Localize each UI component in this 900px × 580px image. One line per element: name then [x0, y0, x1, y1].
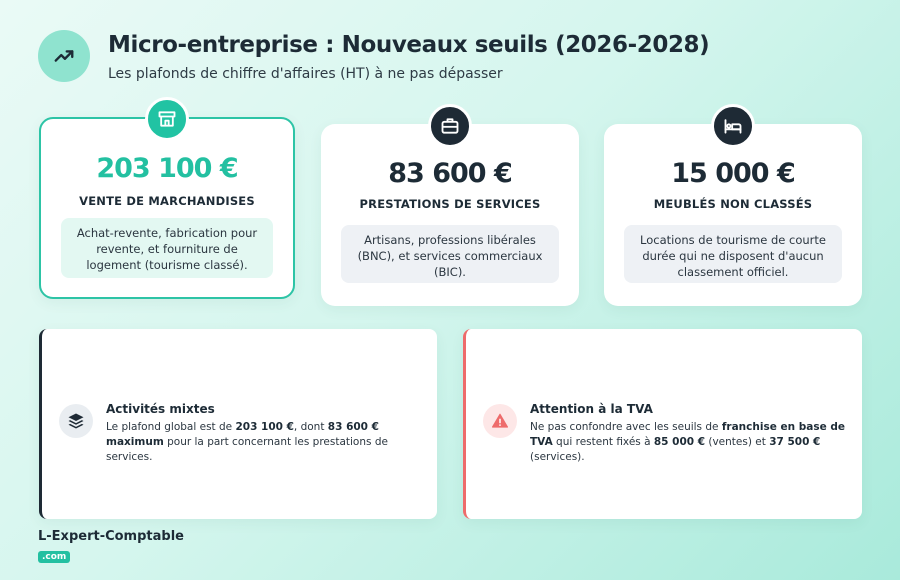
threshold-card-goods: [39, 117, 295, 299]
shop-icon: [145, 97, 189, 141]
page-subtitle: Les plafonds de chiffre d'affaires (HT) à ne pas dépasser: [108, 66, 503, 82]
note-text: Le plafond global est de 203 100 €, dont 83 600 € maximum pour la part concernant les prestations de services.: [106, 421, 388, 463]
threshold-description: Locations de tourisme de courte durée qui ne disposent d'aucun classement officiel.: [624, 225, 842, 283]
page-title: Micro-entreprise : Nouveaux seuils (2026-2028): [108, 32, 710, 58]
layers-icon: [59, 404, 93, 438]
threshold-description: Achat-revente, fabrication pour revente, et fourniture de logement (tourisme classé).: [61, 218, 273, 278]
brand-logo: [38, 529, 184, 563]
threshold-description: Artisans, professions libérales (BNC), et services commerciaux (BIC).: [341, 225, 559, 283]
bed-icon: [711, 104, 755, 148]
threshold-card-services: [321, 124, 579, 306]
threshold-amount: 83 600 €: [388, 158, 512, 189]
threshold-amount: 203 100 €: [96, 153, 238, 184]
note-title: Attention à la TVA: [530, 402, 653, 416]
note-text: Ne pas confondre avec les seuils de franchise en base de TVA qui restent fixés à 85 000 € (ventes) et 37 500 € (services).: [530, 421, 845, 463]
threshold-label: VENTE DE MARCHANDISES: [79, 194, 255, 208]
threshold-amount: 15 000 €: [671, 158, 795, 189]
note-vat-warning: [463, 329, 862, 519]
note-title: Activités mixtes: [106, 402, 215, 416]
note-mixed-activities: [39, 329, 437, 519]
threshold-label: MEUBLÉS NON CLASSÉS: [653, 197, 813, 211]
trending-up-icon: [38, 30, 90, 82]
briefcase-icon: [428, 104, 472, 148]
header: [38, 30, 858, 86]
threshold-label: PRESTATIONS DE SERVICES: [359, 197, 541, 211]
brand-name: L-Expert-Comptable: [38, 529, 184, 544]
warning-icon: [483, 404, 517, 438]
brand-tld: .com: [38, 551, 70, 563]
threshold-card-furnished: [604, 124, 862, 306]
